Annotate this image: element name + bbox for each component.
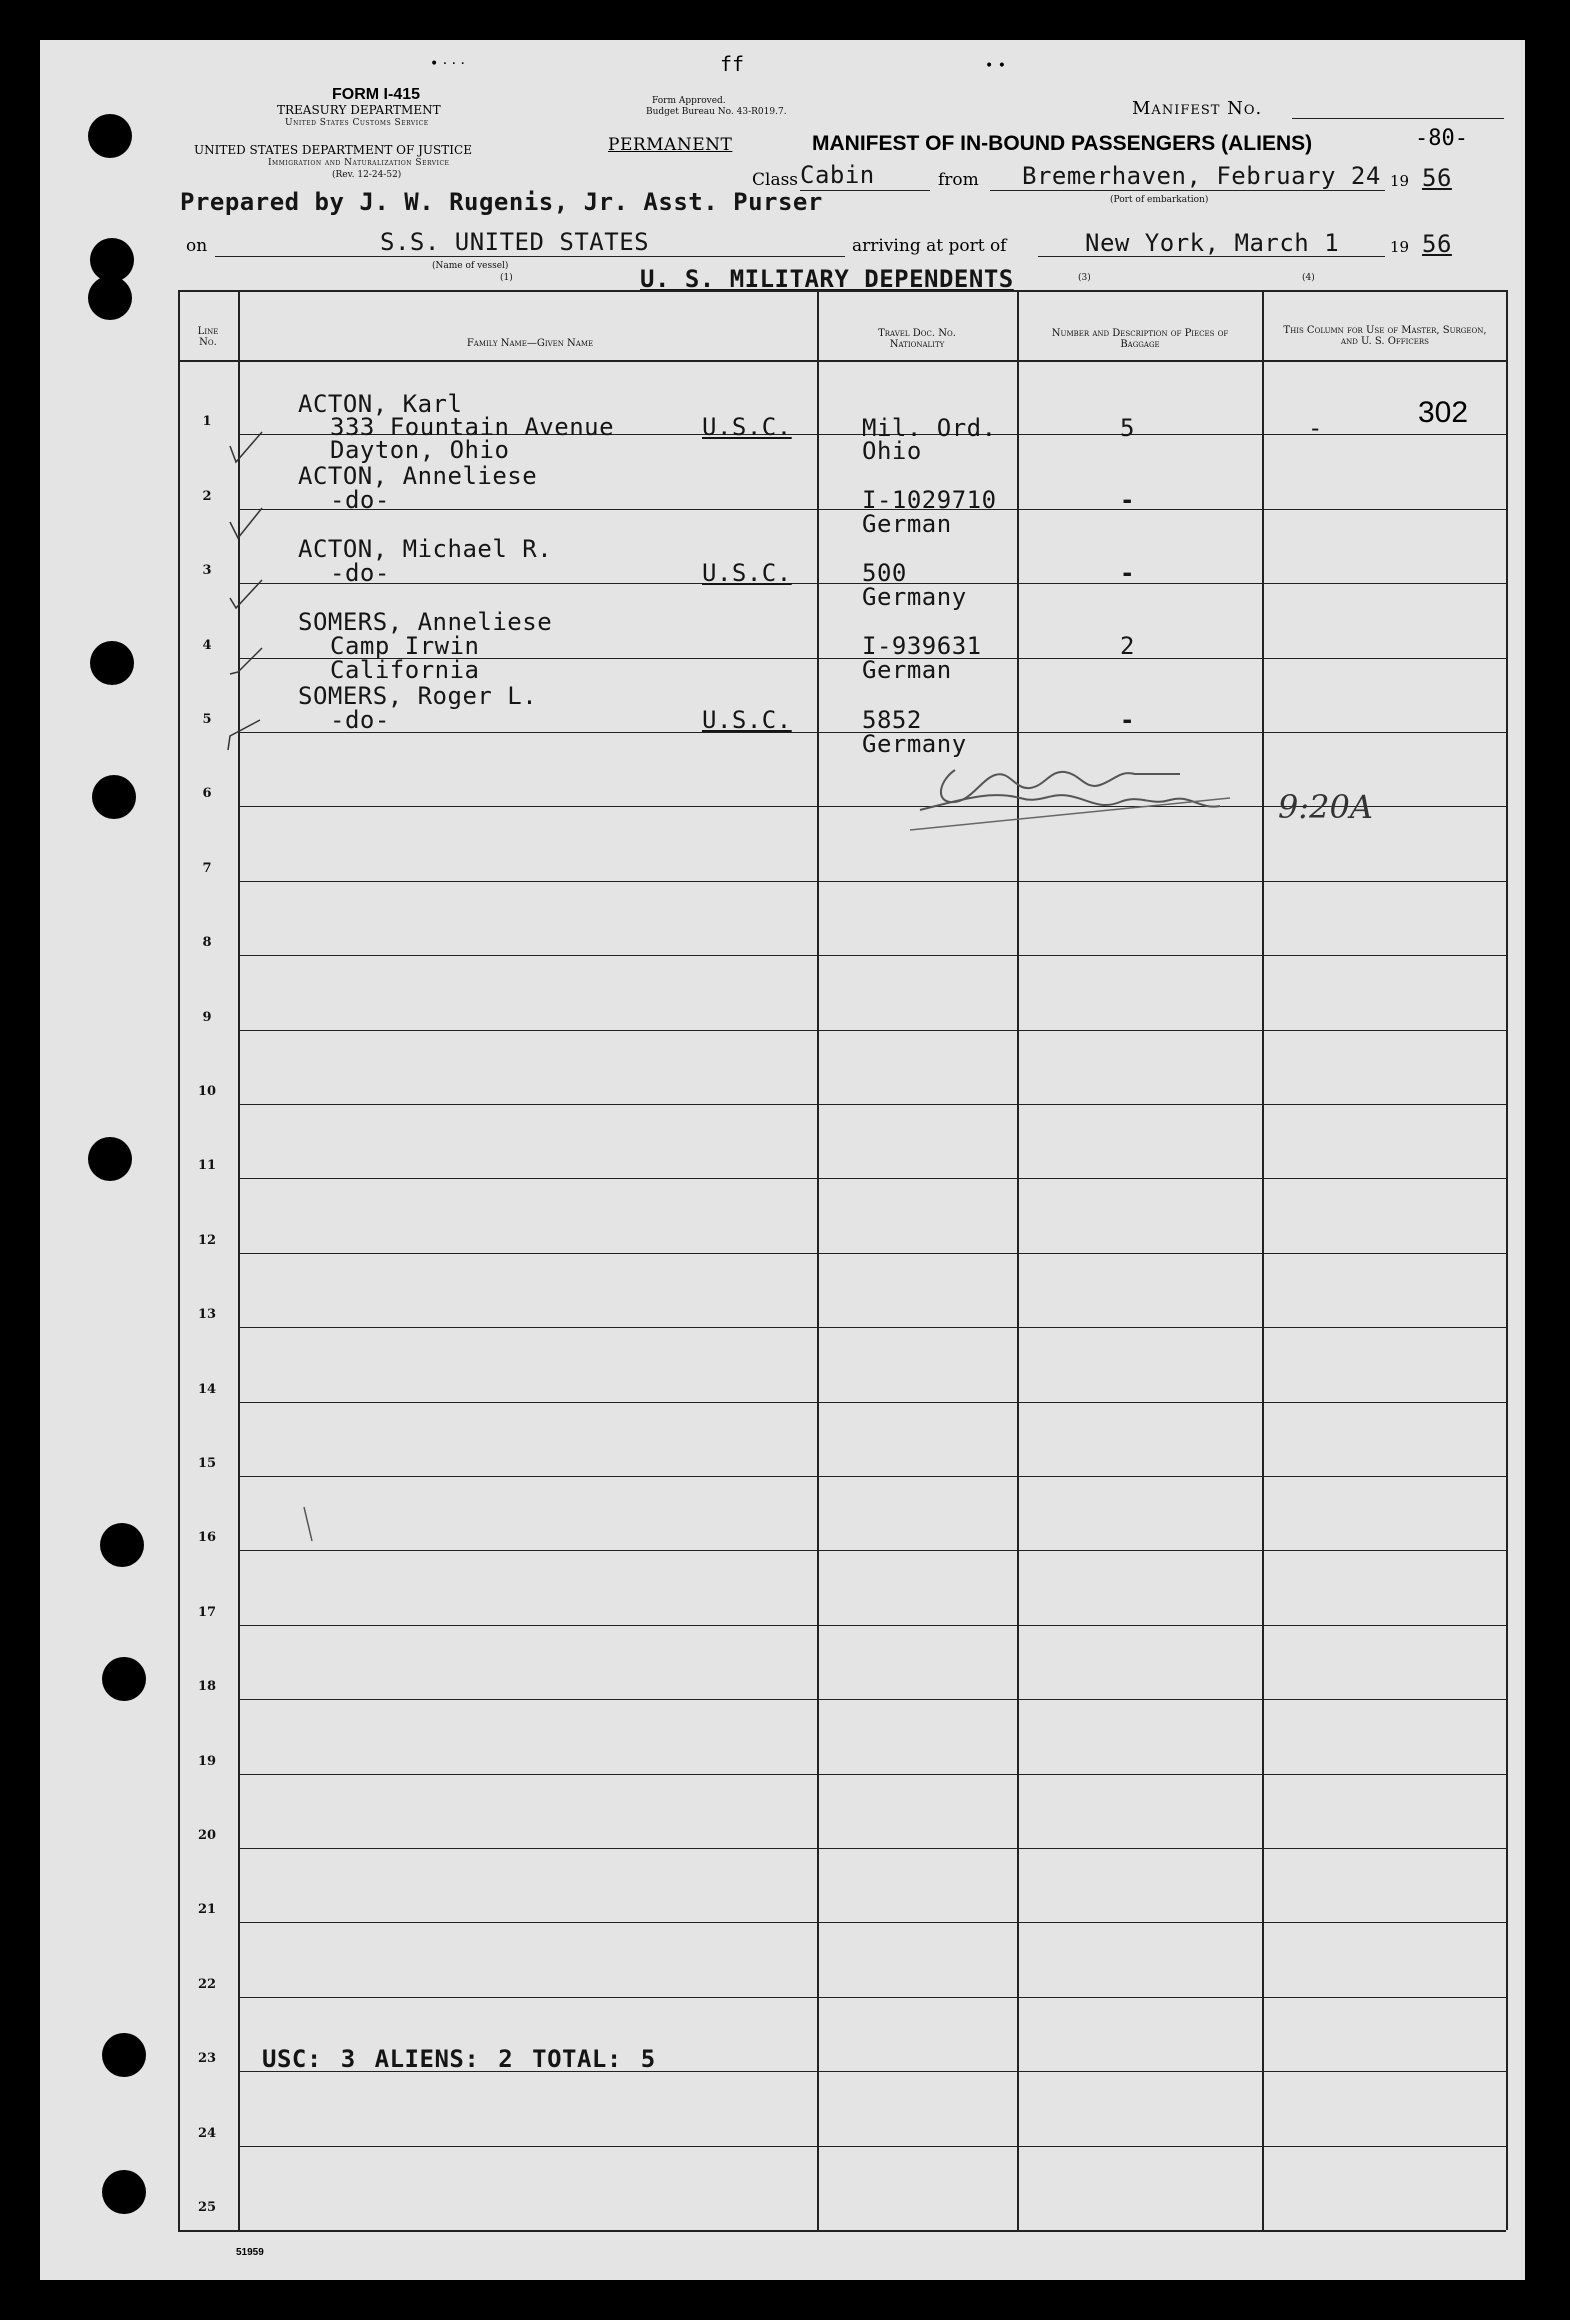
passenger-address: Dayton, Ohio (330, 436, 510, 464)
manifest-no-value: -80- (1415, 126, 1468, 151)
line-number: 3 (202, 563, 212, 578)
check-mark-icon (226, 574, 266, 614)
row-rule (240, 1997, 1506, 1998)
travel-doc-number: 5852 (862, 706, 922, 734)
passenger-address: -do- (330, 559, 390, 587)
from-value: Bremerhaven, February 24 (1022, 162, 1381, 190)
row-rule (240, 2146, 1506, 2147)
prepared-by: Prepared by J. W. Rugenis, Jr. Asst. Purser (180, 188, 823, 216)
row-rule (240, 1030, 1506, 1031)
arriving-value: New York, March 1 (1085, 229, 1340, 257)
customs-label: United States Customs Service (285, 118, 429, 128)
line-number: 24 (197, 2126, 217, 2141)
punch-hole (88, 276, 132, 320)
row-rule (240, 1327, 1506, 1328)
line-number: 8 (202, 935, 212, 950)
column-number-1: (1) (500, 273, 513, 283)
line-number: 2 (202, 489, 212, 504)
line-number: 16 (197, 1530, 217, 1545)
punch-hole (90, 641, 134, 685)
baggage-count: - (1120, 486, 1135, 514)
header-family-name: Family Name—Given Name (466, 338, 594, 349)
row-rule (240, 1550, 1506, 1551)
from-year-value: 56 (1422, 164, 1452, 192)
citizenship-status: U.S.C. (702, 559, 792, 587)
row-rule (240, 955, 1506, 956)
line-number: 13 (197, 1307, 217, 1322)
form-number: FORM I-415 (332, 86, 421, 103)
punch-hole (100, 1523, 144, 1567)
col-divider-baggage (1262, 290, 1264, 2230)
line-number: 17 (197, 1605, 217, 1620)
row-rule (240, 1774, 1506, 1775)
row-rule (240, 1476, 1506, 1477)
nationality: German (862, 510, 952, 538)
arriving-year-prefix: 19 (1390, 238, 1410, 256)
table-bottom-border (178, 2230, 1506, 2232)
line-number: 15 (197, 1456, 217, 1471)
baggage-count: - (1120, 559, 1135, 587)
top-mark: ff (720, 52, 745, 76)
manifest-no-label: Manifest No. (1132, 98, 1263, 119)
row-rule (240, 1922, 1506, 1923)
section-subtitle: U. S. MILITARY DEPENDENTS (640, 265, 1014, 293)
punch-hole (102, 1657, 146, 1701)
line-number: 22 (197, 1977, 217, 1992)
passenger-address: -do- (330, 486, 390, 514)
line-number: 7 (202, 861, 212, 876)
permanent-stamp: PERMANENT (608, 135, 733, 155)
row-rule (240, 1625, 1506, 1626)
line-number: 1 (202, 414, 212, 429)
top-dots: • • (985, 58, 1006, 74)
passenger-address: 333 Fountain Avenue (330, 413, 615, 441)
row-rule (240, 1848, 1506, 1849)
column-number-3: (3) (1078, 273, 1091, 283)
ins-label: Immigration and Naturalization Service (268, 158, 450, 168)
col-divider-name (817, 290, 819, 2230)
travel-doc-number: Mil. Ord. (862, 414, 997, 442)
citizenship-status: U.S.C. (702, 413, 792, 441)
passenger-name: ACTON, Karl (298, 390, 463, 418)
from-label: from (938, 170, 979, 190)
top-dots: • · · · (430, 56, 465, 72)
line-number: 6 (202, 786, 212, 801)
punch-hole (102, 2170, 146, 2214)
on-label: on (186, 236, 208, 256)
travel-doc-number: I-1029710 (862, 486, 997, 514)
from-line (990, 190, 1385, 191)
passenger-name: ACTON, Michael R. (298, 535, 553, 563)
check-mark-icon (226, 428, 266, 468)
passenger-name: SOMERS, Anneliese (298, 608, 553, 636)
line-number: 9 (202, 1010, 212, 1025)
line-number: 20 (197, 1828, 217, 1843)
stray-mark (302, 1505, 316, 1545)
line-number: 5 (202, 712, 212, 727)
check-mark-icon (226, 644, 266, 684)
line-number: 4 (202, 638, 212, 653)
nationality: Germany (862, 583, 967, 611)
arriving-label: arriving at port of (852, 236, 1007, 256)
check-mark-icon (224, 716, 264, 756)
nationality: Ohio (862, 437, 922, 465)
rev-label: (Rev. 12-24-52) (332, 170, 402, 180)
table-left-border (178, 290, 180, 2230)
row-rule (240, 1104, 1506, 1105)
column-number-4: (4) (1302, 273, 1315, 283)
treasury-label: TREASURY DEPARTMENT (277, 103, 441, 117)
line-number: 11 (197, 1158, 217, 1173)
table-top-border (178, 290, 1506, 292)
from-year-prefix: 19 (1390, 172, 1410, 190)
class-value: Cabin (800, 161, 875, 189)
inspector-signature (900, 740, 1320, 850)
passenger-address: Camp Irwin (330, 632, 480, 660)
punch-hole (102, 2033, 146, 2077)
travel-doc-number: 500 (862, 559, 907, 587)
baggage-count: 5 (1120, 414, 1135, 442)
header-travel-doc: Travel Doc. No. Nationality (878, 328, 956, 350)
line-number: 25 (197, 2200, 217, 2215)
line-number: 23 (197, 2051, 217, 2066)
baggage-count: - (1120, 706, 1135, 734)
table-header-bottom (178, 360, 1506, 362)
line-number: 18 (197, 1679, 217, 1694)
passenger-name: ACTON, Anneliese (298, 462, 538, 490)
officer-note: 302 (1418, 396, 1469, 429)
header-line-no: Line No. (197, 326, 219, 348)
passenger-name: SOMERS, Roger L. (298, 682, 538, 710)
passenger-address: California (330, 656, 480, 684)
justice-label: UNITED STATES DEPARTMENT OF JUSTICE (194, 143, 472, 157)
punch-hole (88, 114, 132, 158)
header-baggage: Number and Description of Pieces of Baggage (1051, 328, 1229, 350)
arriving-year-value: 56 (1422, 230, 1452, 258)
table-right-border (1506, 290, 1508, 2230)
row-rule (240, 1402, 1506, 1403)
line-number: 10 (197, 1084, 217, 1099)
check-mark-icon (226, 502, 266, 542)
line-number: 14 (197, 1382, 217, 1397)
inspection-time: 9:20A (1278, 788, 1373, 826)
punch-hole (92, 775, 136, 819)
passenger-address: -do- (330, 706, 390, 734)
row-rule (240, 1178, 1506, 1179)
line-number: 19 (197, 1754, 217, 1769)
line-number: 21 (197, 1902, 217, 1917)
col-divider-doc (1017, 290, 1019, 2230)
vessel-line (215, 256, 845, 257)
class-label: Class (752, 170, 799, 190)
manifest-no-line (1292, 118, 1504, 119)
passenger-totals: USC: 3 ALIENS: 2 TOTAL: 5 (262, 2045, 656, 2073)
footer-code: 51959 (236, 2247, 264, 2258)
row-rule (240, 881, 1506, 882)
form-approved: Form Approved. (652, 96, 726, 106)
form-title: MANIFEST OF IN-BOUND PASSENGERS (ALIENS) (812, 132, 1313, 155)
line-number: 12 (197, 1233, 217, 1248)
nationality: German (862, 656, 952, 684)
travel-doc-number: I-939631 (862, 632, 982, 660)
row-rule (240, 1699, 1506, 1700)
manifest-page (40, 40, 1525, 2280)
nationality: Germany (862, 730, 967, 758)
budget-bureau: Budget Bureau No. 43-R019.7. (646, 107, 787, 117)
citizenship-status: U.S.C. (702, 706, 792, 734)
baggage-count: 2 (1120, 632, 1135, 660)
vessel-name: S.S. UNITED STATES (380, 228, 650, 256)
row-rule (240, 1253, 1506, 1254)
punch-hole (88, 1137, 132, 1181)
officer-mark: - (1308, 414, 1323, 442)
header-officers: This Column for Use of Master, Surgeon, and U. S. Officers (1283, 325, 1487, 347)
port-embarkation-caption: (Port of embarkation) (1110, 195, 1209, 205)
vessel-caption: (Name of vessel) (432, 261, 509, 271)
